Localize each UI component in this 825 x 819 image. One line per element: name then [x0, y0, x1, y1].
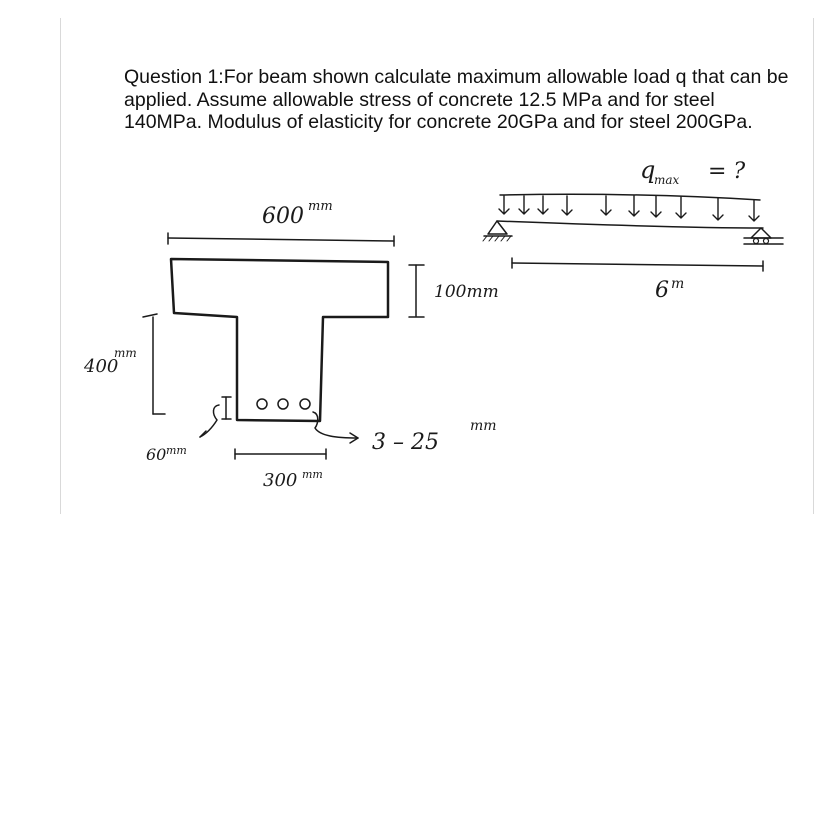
- web-width-dimension: [235, 449, 326, 491]
- beam-line: [497, 221, 763, 228]
- span-dimension: [512, 258, 763, 303]
- beam-diagram: [483, 156, 783, 303]
- rebar-unit: mm: [470, 418, 497, 434]
- load-subscript: max: [654, 173, 680, 187]
- total-depth-dimension: [83, 314, 165, 414]
- rebar-callout: [313, 412, 497, 455]
- flange-width-value: 600: [262, 204, 304, 229]
- rebar-group: [257, 399, 310, 409]
- web-width-unit: mm: [302, 468, 323, 481]
- question-text: Question 1:For beam shown calculate maximum allowable load q that can be applied. Assume allowable stress of concrete 12.5 MPa and for steel 140MPa. Modulus of elasticity for concrete 20GPa and for steel 200GPa.: [124, 66, 789, 133]
- cover-unit: mm: [166, 444, 187, 457]
- t-section-outline: [171, 259, 388, 421]
- pin-support: [483, 221, 512, 241]
- load-equals: = ?: [708, 159, 746, 184]
- load-line: [500, 194, 760, 200]
- cover-dimension: [146, 397, 231, 464]
- rebar-value: 3 – 25: [372, 430, 439, 455]
- flange-thickness-dimension: [409, 265, 499, 317]
- flange-thickness-value: 100mm: [434, 282, 499, 302]
- span-unit: m: [671, 276, 685, 292]
- load-symbol: q: [640, 156, 656, 184]
- load-label: [640, 156, 745, 187]
- span-value: 6: [655, 278, 669, 303]
- rebar-1: [257, 399, 267, 409]
- rebar-2: [278, 399, 288, 409]
- t-section: [171, 259, 388, 421]
- total-depth-value: 400: [84, 356, 119, 377]
- rebar-3: [300, 399, 310, 409]
- roller-support: [744, 228, 783, 244]
- flange-width-dimension: [168, 199, 394, 246]
- total-depth-unit: mm: [114, 346, 137, 360]
- load-arrows: [499, 196, 759, 221]
- cover-value: 60: [146, 445, 167, 464]
- flange-width-unit: mm: [308, 199, 333, 214]
- web-width-value: 300: [263, 470, 298, 491]
